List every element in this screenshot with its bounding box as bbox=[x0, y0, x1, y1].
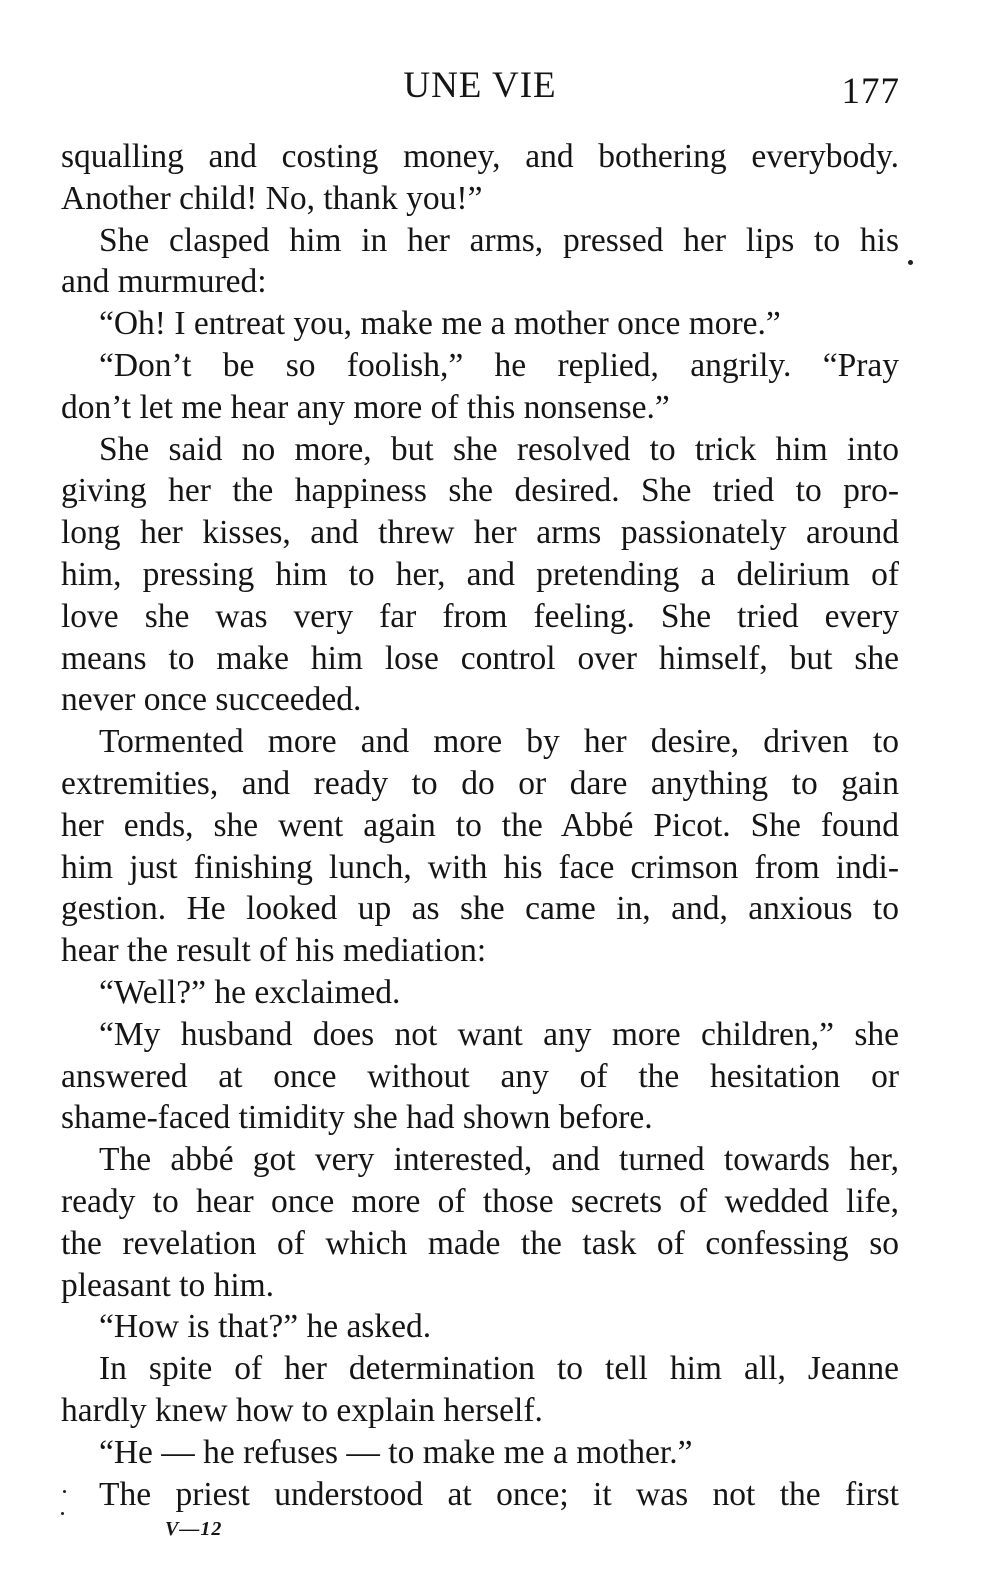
text-line: never once succeeded. bbox=[61, 681, 362, 719]
text-line: her ends, she went again to the Abbé Picot. She found bbox=[61, 806, 899, 844]
text-line: means to make him lose control over himself, but she bbox=[61, 639, 899, 677]
text-line: him, pressing him to her, and pretending a delirium of bbox=[61, 555, 899, 593]
text-line: and murmured: bbox=[61, 263, 267, 301]
text-line: don’t let me hear any more of this nonsense.” bbox=[61, 388, 670, 426]
text-line: “My husband does not want any more children,” she bbox=[99, 1015, 899, 1053]
text-line: The abbé got very interested, and turned towards her, bbox=[99, 1141, 899, 1179]
body-text bbox=[61, 136, 899, 1515]
text-line: In spite of her determination to tell him all, Jeanne bbox=[99, 1350, 899, 1388]
text-line: long her kisses, and threw her arms passionately around bbox=[61, 514, 899, 552]
text-line: giving her the happiness she desired. She tried to pro- bbox=[61, 472, 899, 510]
ink-speck bbox=[61, 1512, 64, 1515]
text-line: the revelation of which made the task of confessing so bbox=[61, 1224, 899, 1262]
page-number: 177 bbox=[841, 71, 900, 112]
page-header bbox=[60, 64, 900, 114]
text-line: She said no more, but she resolved to trick him into bbox=[99, 430, 899, 468]
ink-speck bbox=[63, 1490, 66, 1493]
text-line: pleasant to him. bbox=[61, 1266, 275, 1304]
text-line: shame-faced timidity she had shown before. bbox=[61, 1099, 653, 1137]
text-line: answered at once without any of the hesitation or bbox=[61, 1057, 899, 1095]
text-line: hear the result of his mediation: bbox=[61, 932, 487, 970]
printer-signature-mark: V—12 bbox=[165, 1518, 223, 1540]
text-line: “He — he refuses — to make me a mother.” bbox=[99, 1433, 693, 1471]
text-line: “How is that?” he asked. bbox=[99, 1308, 432, 1346]
text-line: gestion. He looked up as she came in, and, anxious to bbox=[61, 890, 899, 928]
text-line: “Oh! I entreat you, make me a mother once more.” bbox=[99, 305, 781, 343]
text-line: “Well?” he exclaimed. bbox=[99, 973, 401, 1011]
text-line: ready to hear once more of those secrets of wedded life, bbox=[61, 1182, 899, 1220]
text-line: The priest understood at once; it was not the first bbox=[99, 1475, 899, 1513]
ink-speck bbox=[908, 260, 913, 265]
text-line: Another child! No, thank you!” bbox=[61, 179, 483, 217]
text-line: Tormented more and more by her desire, driven to bbox=[99, 723, 899, 761]
text-line: squalling and costing money, and bothering everybody. bbox=[61, 138, 899, 175]
text-line: extremities, and ready to do or dare anything to gain bbox=[61, 764, 899, 802]
text-line: him just finishing lunch, with his face crimson from indi- bbox=[61, 848, 899, 886]
text-line: “Don’t be so foolish,” he replied, angrily. “Pray bbox=[99, 346, 899, 384]
running-title: UNE VIE bbox=[403, 65, 557, 106]
text-line: love she was very far from feeling. She tried every bbox=[61, 597, 899, 635]
text-line: She clasped him in her arms, pressed her lips to his bbox=[99, 221, 899, 259]
text-line: hardly knew how to explain herself. bbox=[61, 1391, 543, 1429]
